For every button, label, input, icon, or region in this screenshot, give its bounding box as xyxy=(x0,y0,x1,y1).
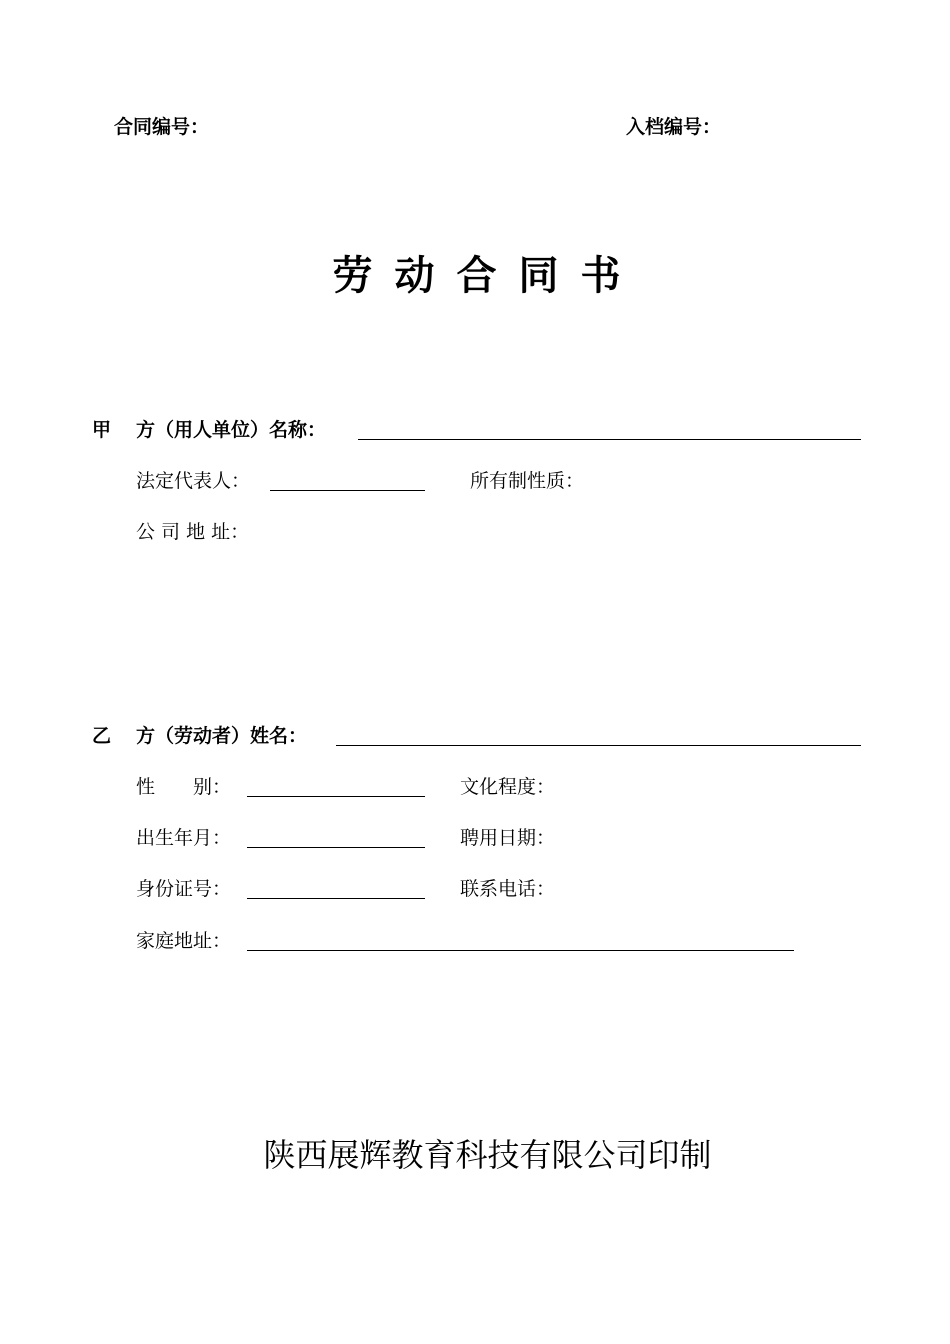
education-label: 文化程度： xyxy=(460,776,556,798)
id-number-field[interactable] xyxy=(247,898,425,899)
phone-label: 联系电话： xyxy=(460,878,556,900)
birth-date-label: 出生年月： xyxy=(136,827,232,849)
hire-date-label: 聘用日期： xyxy=(460,827,556,849)
party-b-name-field[interactable] xyxy=(336,745,861,746)
contract-number-label: 合同编号： xyxy=(114,116,210,138)
printer-footer: 陕西展辉教育科技有限公司印制 xyxy=(263,1136,712,1174)
home-address-field[interactable] xyxy=(247,950,794,951)
home-address-label: 家庭地址： xyxy=(136,930,232,952)
document-title: 劳动合同书 xyxy=(332,252,643,299)
archive-number-label: 入档编号： xyxy=(626,116,722,138)
party-a-name-label: 方（用人单位）名称： xyxy=(136,419,327,441)
gender-label: 性 别： xyxy=(136,776,232,798)
gender-field[interactable] xyxy=(247,796,425,797)
legal-representative-label: 法定代表人： xyxy=(136,470,251,492)
party-b-prefix: 乙 xyxy=(92,725,112,747)
id-number-label: 身份证号： xyxy=(136,878,232,900)
party-a-prefix: 甲 xyxy=(92,419,112,441)
ownership-type-label: 所有制性质： xyxy=(470,470,585,492)
birth-date-field[interactable] xyxy=(247,847,425,848)
party-a-name-field[interactable] xyxy=(358,439,861,440)
legal-representative-field[interactable] xyxy=(270,490,425,491)
company-address-label: 公 司 地 址： xyxy=(136,521,250,543)
party-b-name-label: 方（劳动者）姓名： xyxy=(136,725,308,747)
